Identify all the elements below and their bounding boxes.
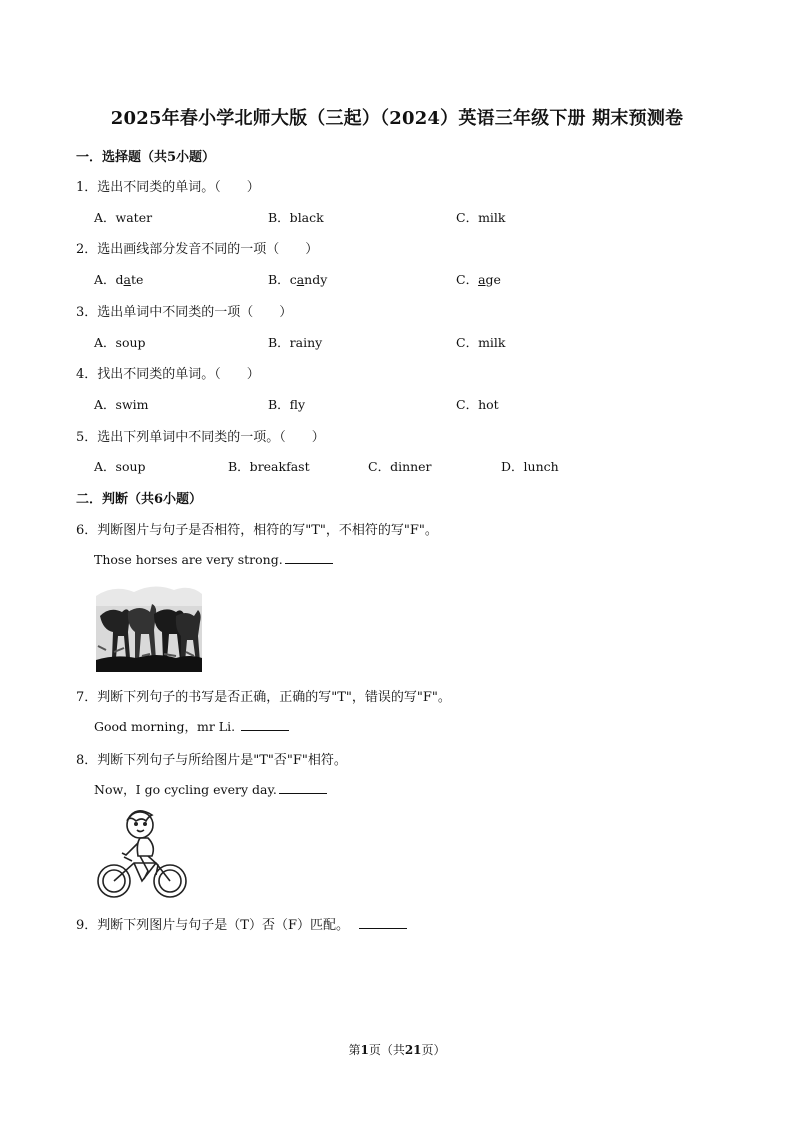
q2-option-c[interactable] bbox=[456, 270, 501, 288]
footer-mid: 页（共 bbox=[368, 1043, 405, 1057]
page-footer bbox=[0, 1041, 794, 1058]
q5-option-b[interactable]: B．breakfast bbox=[228, 459, 310, 474]
q2-option-a-label: A． bbox=[94, 272, 116, 287]
q6-sentence: Those horses are very strong. bbox=[94, 552, 283, 567]
q2-option-c-underlined: a bbox=[478, 272, 486, 287]
section-heading-judge: 二．判断（共6小题） bbox=[76, 492, 203, 507]
q2-option-b-post: ndy bbox=[304, 272, 328, 287]
q2-option-a[interactable] bbox=[94, 270, 143, 288]
q3-option-b[interactable]: B．rainy bbox=[268, 335, 323, 350]
q1-option-a[interactable]: A．water bbox=[94, 210, 153, 225]
q7-sentence: Good morning，mr Li. bbox=[94, 719, 236, 734]
q3-option-c[interactable]: C．milk bbox=[456, 335, 506, 350]
q4-option-a[interactable]: A．swim bbox=[94, 397, 149, 412]
q6-answer-blank[interactable] bbox=[285, 551, 333, 564]
question-6-stem: 6．判断图片与句子是否相符，相符的写"T"，不相符的写"F"。 bbox=[76, 523, 438, 538]
q5-option-d[interactable]: D．lunch bbox=[501, 459, 559, 474]
q4-option-b[interactable]: B．fly bbox=[268, 397, 306, 412]
q3-option-a[interactable]: A．soup bbox=[94, 335, 146, 350]
question-3-stem: 3．选出单词中不同类的一项（ ） bbox=[76, 305, 293, 320]
q2-option-b-pre: c bbox=[289, 272, 297, 287]
question-7-stem: 7．判断下列句子的书写是否正确，正确的写"T"，错误的写"F"。 bbox=[76, 690, 451, 705]
page-title: 2025年春小学北师大版（三起）（2024）英语三年级下册 期末预测卷 bbox=[110, 108, 684, 129]
q8-answer-blank[interactable] bbox=[279, 781, 327, 794]
q4-option-c[interactable]: C．hot bbox=[456, 397, 499, 412]
footer-pre: 第 bbox=[348, 1043, 361, 1057]
question-9-stem: 9．判断下列图片与句子是（T）否（F）匹配。 bbox=[76, 918, 349, 933]
q2-option-b[interactable] bbox=[268, 270, 327, 288]
q8-sentence: Now，I go cycling every day. bbox=[94, 782, 277, 797]
q5-option-a[interactable]: A．soup bbox=[94, 459, 146, 474]
q2-option-a-pre: d bbox=[115, 272, 124, 287]
question-2-stem: 2．选出画线部分发音不同的一项（ ） bbox=[76, 242, 319, 257]
footer-post: 页） bbox=[421, 1043, 446, 1057]
q6-sentence-line bbox=[94, 551, 333, 567]
q2-option-a-underlined: a bbox=[123, 272, 131, 287]
q7-sentence-line bbox=[94, 717, 289, 735]
q2-option-c-label: C． bbox=[456, 272, 479, 287]
footer-total-pages: 21 bbox=[404, 1043, 422, 1057]
question-1-stem: 1．选出不同类的单词。（ ） bbox=[76, 180, 260, 195]
boy-cycling-image bbox=[94, 805, 190, 901]
q9-answer-blank[interactable] bbox=[359, 916, 407, 929]
q2-option-b-label: B． bbox=[268, 272, 290, 287]
footer-page-number: 1 bbox=[360, 1043, 369, 1057]
q2-option-a-post: te bbox=[131, 272, 144, 287]
question-4-stem: 4．找出不同类的单词。（ ） bbox=[76, 367, 260, 382]
q7-answer-blank[interactable] bbox=[241, 718, 289, 731]
q5-option-c[interactable]: C．dinner bbox=[368, 459, 432, 474]
question-8-stem: 8．判断下列句子与所给图片是"T"否"F"相符。 bbox=[76, 753, 347, 768]
q1-option-c[interactable]: C．milk bbox=[456, 210, 506, 225]
q8-sentence-line bbox=[94, 780, 327, 798]
q2-option-c-post: ge bbox=[485, 272, 501, 287]
question-5-stem: 5．选出下列单词中不同类的一项。（ ） bbox=[76, 430, 325, 445]
q2-option-b-underlined: a bbox=[296, 272, 305, 287]
q1-option-b[interactable]: B．black bbox=[268, 210, 324, 225]
section-heading-choice: 一．选择题（共5小题） bbox=[76, 150, 216, 165]
horses-image bbox=[94, 576, 204, 672]
question-9-line bbox=[76, 914, 407, 933]
